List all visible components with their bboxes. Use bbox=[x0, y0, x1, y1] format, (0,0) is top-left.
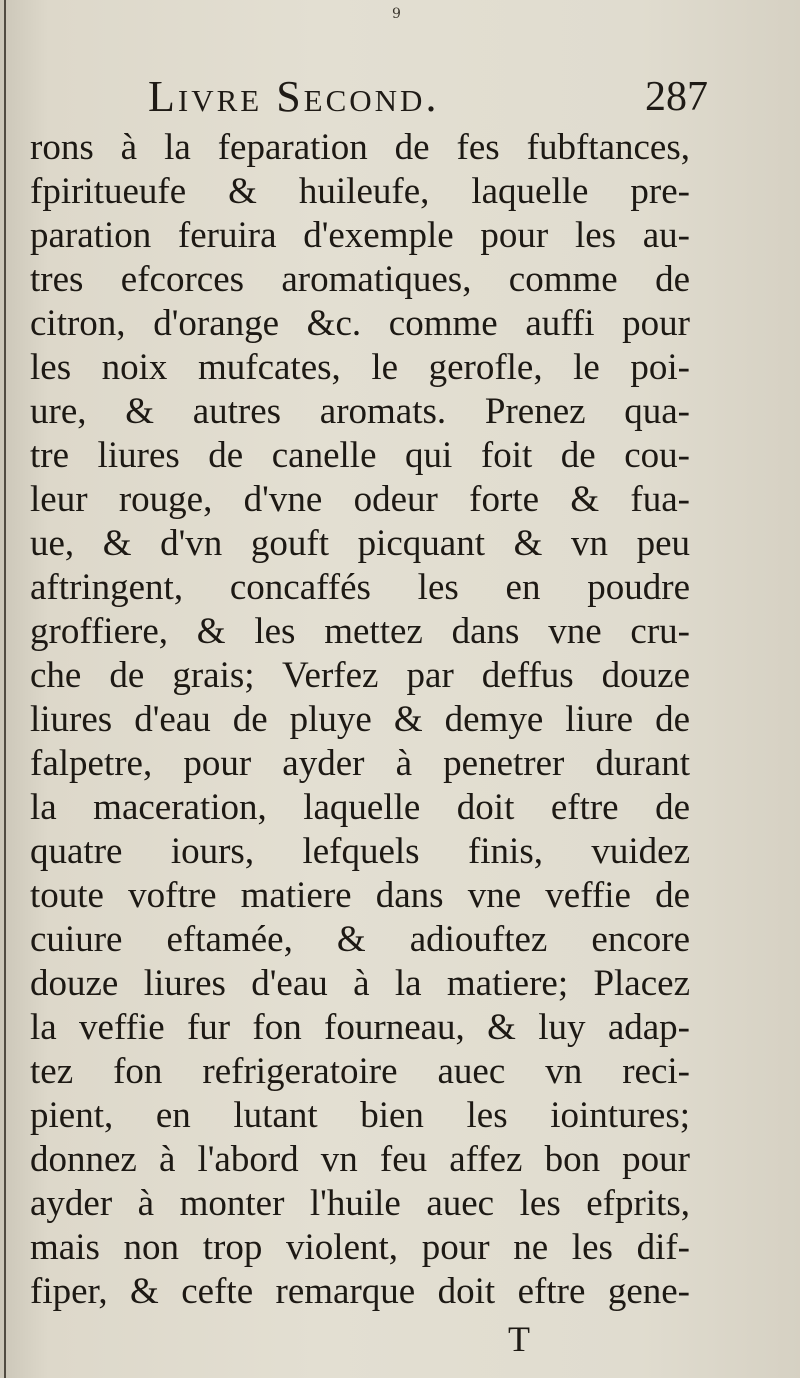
text-line: tre liures de canelle qui foit de cou- bbox=[30, 435, 690, 476]
text-line: ayder à monter l'huile auec les efprits, bbox=[30, 1183, 690, 1224]
text-line: ure, & autres aromats. Prenez qua- bbox=[30, 391, 690, 432]
running-head: Livre Second. bbox=[148, 72, 440, 121]
text-line: falpetre, pour ayder à penetrer durant bbox=[30, 743, 690, 784]
text-line: tez fon refrigeratoire auec vn reci- bbox=[30, 1051, 690, 1092]
text-line: citron, d'orange &c. comme auffi pour bbox=[30, 303, 690, 344]
text-line: tres efcorces aromatiques, comme de bbox=[30, 259, 690, 300]
text-line: aftringent, concaffés les en poudre bbox=[30, 567, 690, 608]
binding-edge bbox=[4, 0, 6, 1378]
text-line: donnez à l'abord vn feu affez bon pour bbox=[30, 1139, 690, 1180]
text-line: ue, & d'vn gouft picquant & vn peu bbox=[30, 523, 690, 564]
text-line: che de grais; Verfez par deffus douze bbox=[30, 655, 690, 696]
text-line: fpiritueufe & huileufe, laquelle pre- bbox=[30, 171, 690, 212]
page-header bbox=[148, 72, 708, 128]
text-line: les noix mufcates, le gerofle, le poi- bbox=[30, 347, 690, 388]
text-line: paration feruira d'exemple pour les au- bbox=[30, 215, 690, 256]
text-line: quatre iours, lefquels finis, vuidez bbox=[30, 831, 690, 872]
text-line: toute voftre matiere dans vne veffie de bbox=[30, 875, 690, 916]
text-line: mais non trop violent, pour ne les dif- bbox=[30, 1227, 690, 1268]
text-line: douze liures d'eau à la matiere; Placez bbox=[30, 963, 690, 1004]
body-text bbox=[30, 126, 690, 1314]
text-line: la veffie fur fon fourneau, & luy adap- bbox=[30, 1007, 690, 1048]
text-line: pient, en lutant bien les iointures; bbox=[30, 1095, 690, 1136]
text-line: liures d'eau de pluye & demye liure de bbox=[30, 699, 690, 740]
top-mark: 9 bbox=[392, 6, 401, 22]
text-line: la maceration, laquelle doit eftre de bbox=[30, 787, 690, 828]
page-number: 287 bbox=[645, 74, 708, 120]
signature-mark: T bbox=[508, 1319, 530, 1359]
text-line: cuiure eftamée, & adiouftez encore bbox=[30, 919, 690, 960]
text-line: groffiere, & les mettez dans vne cru- bbox=[30, 611, 690, 652]
text-line: rons à la feparation de fes fubftances, bbox=[30, 127, 690, 168]
text-line: leur rouge, d'vne odeur forte & fua- bbox=[30, 479, 690, 520]
text-line: fiper, & cefte remarque doit eftre gene- bbox=[30, 1271, 690, 1312]
